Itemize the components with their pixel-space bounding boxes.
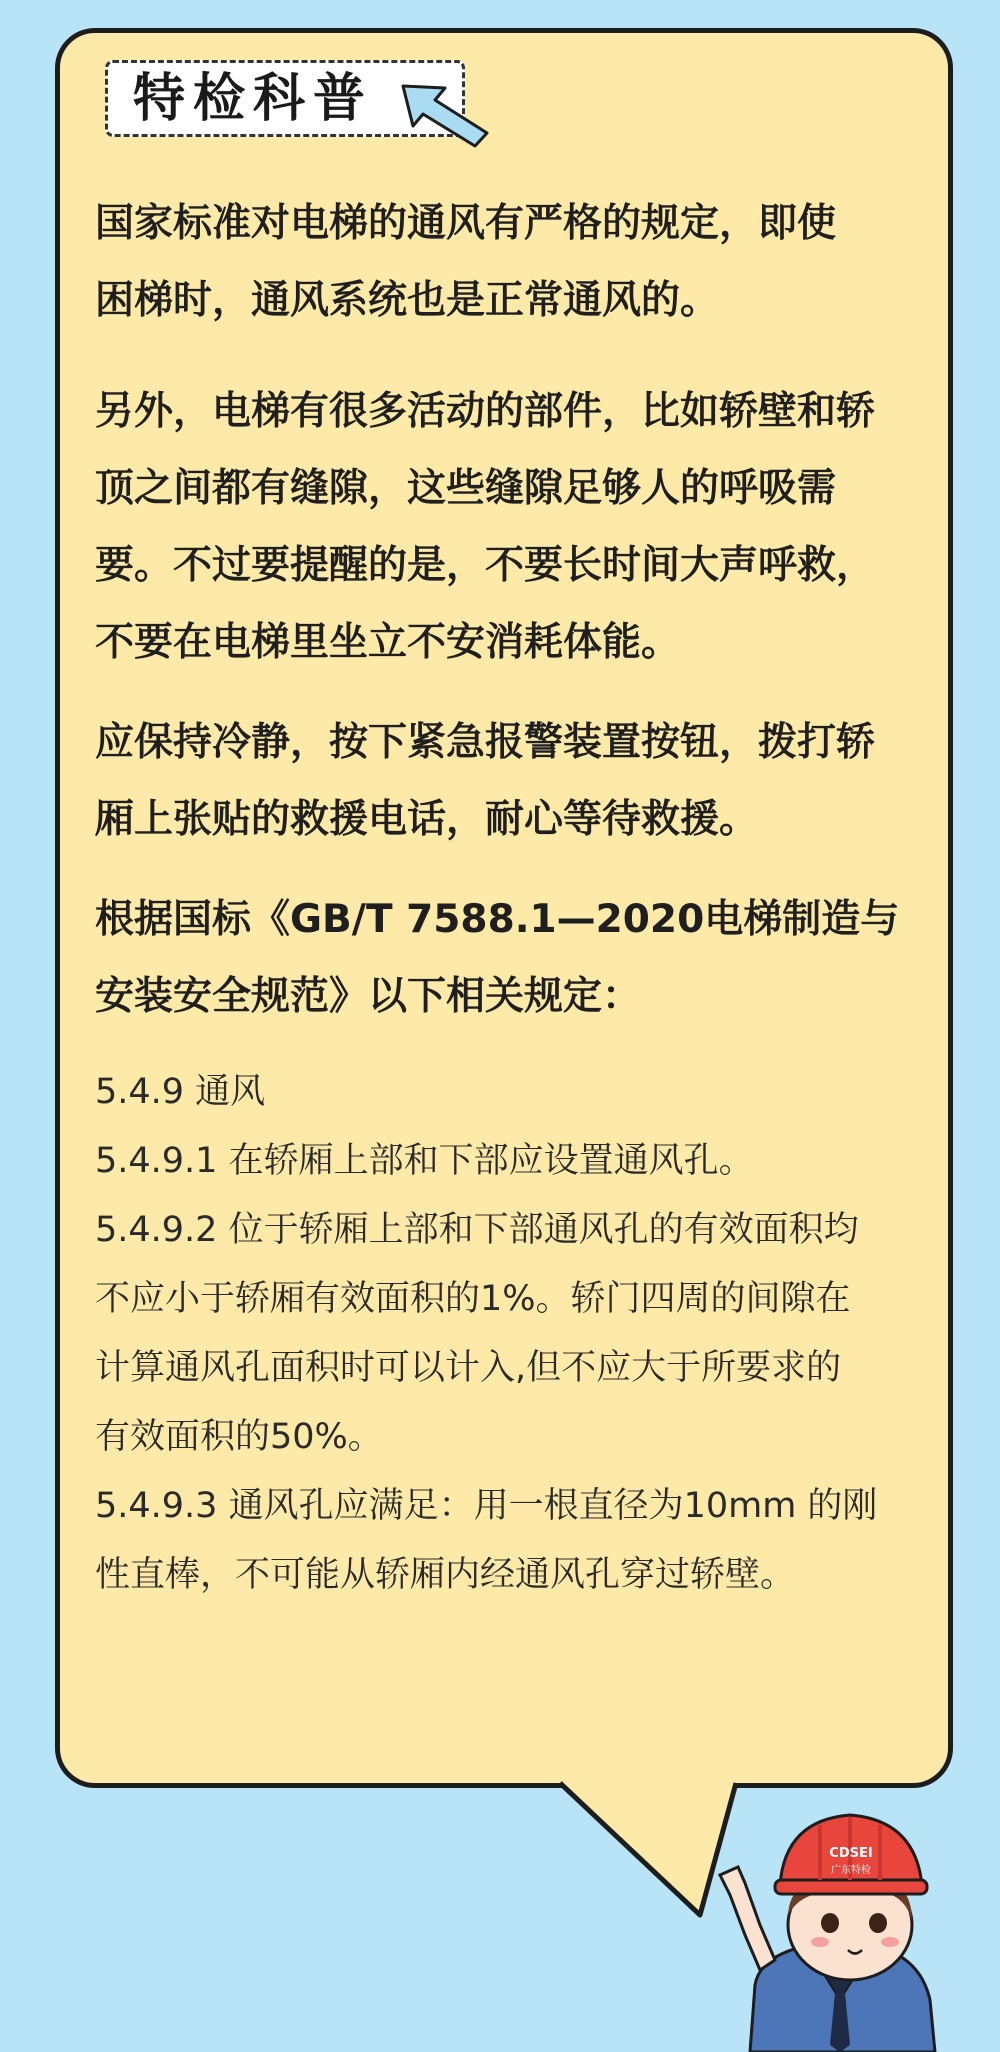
standard-item: 5.4.9.2 位于轿厢上部和下部通风孔的有效面积均 不应小于轿厢有效面积的1%。轿门四周的间隙在 计算通风孔面积时可以计入,但不应大于所要求的 有效面积的50%。	[95, 1210, 859, 1457]
inspector-mascot-illustration	[700, 1785, 940, 2052]
page-title: 特检科普	[133, 69, 374, 129]
paragraph-ventilation-standard: 国家标准对电梯的通风有严格的规定，即使 困梯时，通风系统也是正常通风的。	[95, 201, 837, 323]
paragraph-gaps: 另外，电梯有很多活动的部件，比如轿壁和轿 顶之间都有缝隙，这些缝隙足够人的呼吸需 要。不过要提醒的是，不要长时间大声呼救， 不要在电梯里坐立不安消耗体能。	[95, 389, 876, 665]
arrow-icon	[395, 78, 500, 153]
paragraph-stay-calm: 应保持冷静，按下紧急报警装置按钮，拨打轿 厢上张贴的救援电话，耐心等待救援。	[95, 720, 876, 842]
helmet-logo-subtext: 广东特检	[831, 1865, 871, 1876]
paragraph-standard-reference: 根据国标《GB/T 7588.1—2020电梯制造与 安装安全规范》以下相关规定：	[95, 897, 900, 1019]
standard-item: 5.4.9.1 在轿厢上部和下部应设置通风孔。	[95, 1141, 754, 1181]
standard-list	[95, 1058, 935, 1610]
article-body	[95, 185, 935, 1610]
standard-item: 5.4.9 通风	[95, 1072, 266, 1112]
helmet-logo-text: CDSEI	[829, 1846, 873, 1861]
standard-item: 5.4.9.3 通风孔应满足：用一根直径为10mm 的刚 性直棒，不可能从轿厢内经通风孔穿过轿壁。	[95, 1486, 878, 1595]
